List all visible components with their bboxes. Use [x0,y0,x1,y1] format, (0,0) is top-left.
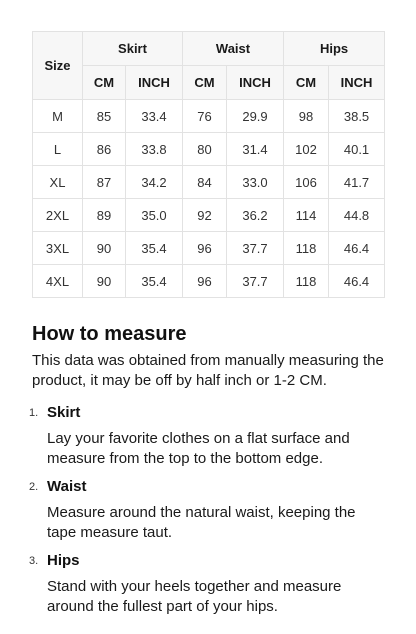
step-heading [0,551,416,571]
measurement-cell: 76 [183,100,227,133]
size-cell: 2XL [33,199,83,232]
measurement-cell: 92 [183,199,227,232]
size-chart-table [32,31,385,298]
unit-header: INCH [329,66,385,100]
measure-intro: This data was obtained from manually measuring the product, it may be off by half inch or 1-2 CM. [32,352,384,389]
measurement-cell: 89 [83,199,126,232]
measurement-cell: 34.2 [126,166,183,199]
table-row [33,232,385,265]
step-description: Measure around the natural waist, keeping the tape measure taut. [47,504,356,541]
measurement-cell: 38.5 [329,100,385,133]
measurement-cell: 96 [183,232,227,265]
measurement-cell: 90 [83,232,126,265]
step-description: Stand with your heels together and measure around the fullest part of your hips. [47,578,342,615]
measure-steps-list [0,403,416,625]
measurement-cell: 46.4 [329,265,385,298]
step-title: Waist [47,478,87,495]
measurement-cell: 29.9 [227,100,284,133]
step-description: Lay your favorite clothes on a flat surface and measure from the top to the bottom edge. [47,430,350,467]
measurement-cell: 35.4 [126,232,183,265]
table-row [33,166,385,199]
measurement-cell: 106 [284,166,329,199]
measurement-cell: 35.4 [126,265,183,298]
measurement-cell: 118 [284,265,329,298]
table-row [33,199,385,232]
step-title: Hips [47,552,80,569]
size-cell: XL [33,166,83,199]
measurement-cell: 33.4 [126,100,183,133]
step-number: 3. [29,555,39,567]
measurement-cell: 86 [83,133,126,166]
measurement-cell: 33.0 [227,166,284,199]
measurement-cell: 35.0 [126,199,183,232]
table-row [33,100,385,133]
step-heading [0,403,416,423]
measurement-cell: 80 [183,133,227,166]
step-heading [0,477,416,497]
measurement-cell: 102 [284,133,329,166]
measure-step [0,551,416,617]
size-column-header: Size [33,32,83,100]
measurement-cell: 90 [83,265,126,298]
unit-header: INCH [126,66,183,100]
measurement-cell: 31.4 [227,133,284,166]
measurement-cell: 37.7 [227,265,284,298]
unit-header: INCH [227,66,284,100]
measurement-cell: 37.7 [227,232,284,265]
unit-header: CM [284,66,329,100]
table-body [33,100,385,298]
measurement-cell: 36.2 [227,199,284,232]
table-row [33,265,385,298]
measurement-cell: 114 [284,199,329,232]
measurement-cell: 41.7 [329,166,385,199]
skirt-group-header: Skirt [83,32,183,66]
measurement-cell: 40.1 [329,133,385,166]
measure-step [0,403,416,469]
measurement-cell: 46.4 [329,232,385,265]
table-row [33,133,385,166]
step-title: Skirt [47,404,81,421]
size-cell: 4XL [33,265,83,298]
measure-step [0,477,416,543]
measurement-cell: 118 [284,232,329,265]
measurement-cell: 84 [183,166,227,199]
size-cell: 3XL [33,232,83,265]
size-cell: M [33,100,83,133]
measurement-cell: 44.8 [329,199,385,232]
measurement-cell: 85 [83,100,126,133]
size-cell: L [33,133,83,166]
step-number: 2. [29,481,39,493]
table-unit-row [33,66,385,100]
measurement-cell: 96 [183,265,227,298]
waist-group-header: Waist [183,32,284,66]
measurement-cell: 98 [284,100,329,133]
step-number: 1. [29,407,39,419]
table-header-row [33,32,385,66]
hips-group-header: Hips [284,32,385,66]
how-to-measure-title: How to measure [32,323,187,345]
measurement-cell: 87 [83,166,126,199]
unit-header: CM [83,66,126,100]
unit-header: CM [183,66,227,100]
measurement-cell: 33.8 [126,133,183,166]
